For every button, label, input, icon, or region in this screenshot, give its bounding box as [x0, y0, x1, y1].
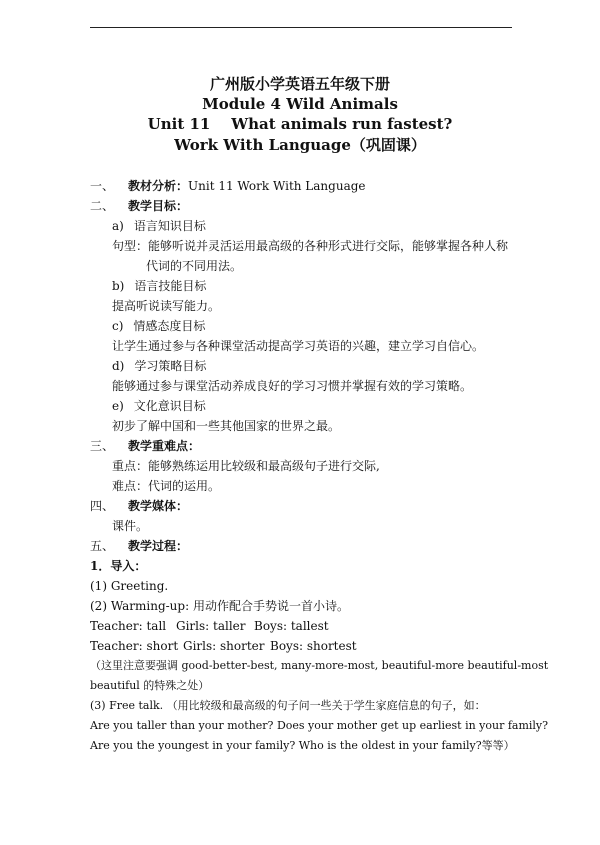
- note-line-1: （这里注意要强调 good-better-best, many-more-most, beautiful-more beautiful-most: [90, 659, 549, 672]
- freetalk-line-3: Are you the youngest in your family? Who is the oldest in your family?等等）: [90, 739, 515, 752]
- chant-row-1: [90, 618, 329, 634]
- objective-c-title: 情感态度目标: [133, 319, 206, 333]
- objective-e-label: e): [112, 399, 124, 413]
- section-5-num: 五、: [90, 539, 115, 553]
- section-4-heading: [90, 498, 188, 514]
- objective-a: [112, 218, 206, 234]
- chant-teacher-1: Teacher: tall: [90, 619, 167, 633]
- section-3-label: 教学重难点：: [128, 439, 201, 453]
- objective-b: [112, 278, 206, 294]
- unit-title: Unit 11 What animals run fastest?: [147, 115, 453, 133]
- objective-c-text: 让学生通过参与各种课堂活动提高学习英语的兴趣，建立学习自信心。: [112, 339, 485, 353]
- objective-a-title: 语言知识目标: [133, 219, 206, 233]
- key-point: 重点：能够熟练运用比较级和最高级句子进行交际,: [112, 459, 380, 473]
- objective-b-text: 提高听说读写能力。: [112, 299, 221, 313]
- section-2-heading: [90, 198, 188, 214]
- difficult-point: 难点：代词的运用。: [112, 479, 221, 493]
- module-title: Module 4 Wild Animals: [202, 95, 398, 113]
- objective-a-label: a): [112, 219, 124, 233]
- chant-girls-2: Girls: shorter: [183, 639, 265, 653]
- lesson-title: Work With Language（巩固课）: [174, 136, 426, 154]
- section-1-label: 教材分析：: [128, 179, 189, 193]
- objective-d-title: 学习策略目标: [134, 359, 207, 373]
- chant-girls-1: Girls: taller: [176, 619, 246, 633]
- objective-c: [112, 318, 205, 334]
- section-2-num: 二、: [90, 199, 115, 213]
- objective-c-label: c): [112, 319, 124, 333]
- section-5-heading: [90, 538, 188, 554]
- objective-a-text-1: 句型：能够听说并灵活运用最高级的各种形式进行交际，能够掌握各种人称: [112, 239, 509, 253]
- objective-e-text: 初步了解中国和一些其他国家的世界之最。: [112, 419, 341, 433]
- objective-b-title: 语言技能目标: [134, 279, 207, 293]
- section-1-num: 一、: [90, 179, 115, 193]
- chant-teacher-2: Teacher: short: [90, 639, 179, 653]
- warmup-line: (2) Warming-up: 用动作配合手势说一首小诗。: [90, 599, 349, 613]
- section-2-label: 教学目标：: [128, 199, 189, 213]
- chant-row-2: [90, 638, 357, 654]
- section-4-num: 四、: [90, 499, 115, 513]
- objective-e-title: 文化意识目标: [133, 399, 206, 413]
- objective-d-text: 能够通过参与课堂活动养成良好的学习习惯并掌握有效的学习策略。: [112, 379, 473, 393]
- objective-b-label: b): [112, 279, 125, 293]
- freetalk-line-1: (3) Free talk. （用比较级和最高级的句子问一些关于学生家庭信息的句子，如：: [90, 699, 486, 712]
- doc-title: 广州版小学英语五年级下册: [209, 75, 390, 93]
- media-text: 课件。: [112, 519, 149, 533]
- section-1: [90, 178, 366, 194]
- section-1-text: Unit 11 Work With Language: [188, 179, 366, 193]
- objective-e: [112, 398, 206, 414]
- freetalk-line-2: Are you taller than your mother? Does your mother get up earliest in your family?: [90, 719, 549, 732]
- section-4-label: 教学媒体：: [128, 499, 189, 513]
- header-rule: [90, 27, 512, 28]
- section-5-label: 教学过程：: [128, 539, 189, 553]
- section-3-num: 三、: [90, 439, 115, 453]
- greeting-line: (1) Greeting.: [90, 579, 169, 593]
- objective-d: [112, 358, 206, 374]
- objective-d-label: d): [112, 359, 125, 373]
- chant-boys-1: Boys: tallest: [254, 619, 329, 633]
- chant-boys-2: Boys: shortest: [270, 639, 357, 653]
- section-3-heading: [90, 438, 200, 454]
- objective-a-text-2: 代词的不同用法。: [146, 259, 243, 273]
- step-1-heading: 1．导入：: [90, 559, 147, 573]
- note-line-2: beautiful 的特殊之处）: [90, 679, 210, 692]
